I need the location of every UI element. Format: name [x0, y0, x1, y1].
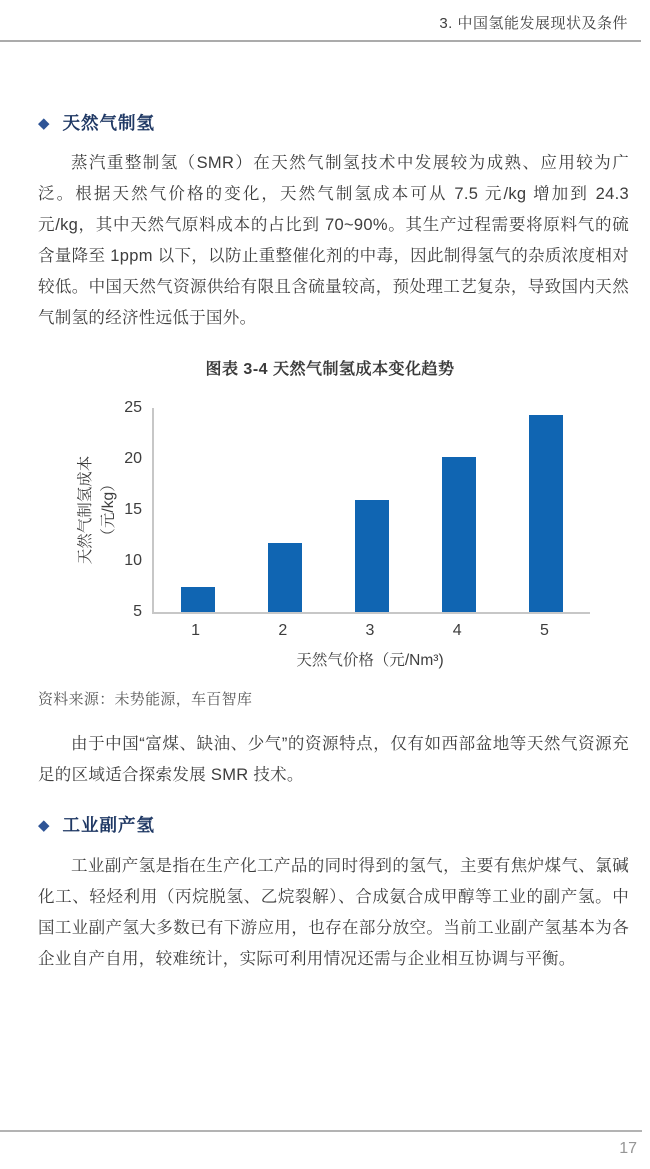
y-tick-label: 15	[124, 501, 142, 518]
bar-category-4	[442, 457, 476, 612]
plot-area	[124, 399, 590, 620]
bar-category-1	[181, 587, 215, 613]
page-number: 17	[619, 1140, 637, 1157]
bar-slot	[241, 408, 328, 612]
cost-trend-bar-chart	[0, 390, 650, 680]
footer-divider	[0, 1130, 642, 1132]
x-tick-label: 5	[539, 622, 549, 639]
bar-slot	[154, 408, 241, 612]
chart-title: 图表 3-4 天然气制氢成本变化趋势	[205, 361, 455, 378]
y-axis-title: 天然气制氢成本 （元/kg）	[77, 455, 117, 565]
header-divider	[0, 40, 641, 42]
paragraph-resource-endowment: 由于中国“富煤、缺油、少气”的资源特点，仅有如西部盆地等天然气资源充足的区域适合探索发展 SMR 技术。	[38, 735, 629, 784]
x-tick-label: 4	[452, 622, 462, 639]
section-title: 工业副产氢	[62, 815, 156, 835]
running-header: 3. 中国氢能发展现状及条件	[439, 15, 628, 32]
section-title: 天然气制氢	[62, 113, 156, 133]
section-heading-industrial-byproduct-hydrogen	[38, 812, 155, 837]
paragraph-smr-overview: 蒸汽重整制氢（SMR）在天然气制氢技术中发展较为成熟、应用较为广泛。根据天然气价格的变化，天然气制氢成本可从 7.5 元/kg 增加到 24.3 元/kg，其中天然气原料成本的占比到 70~90%。其生产过程需要将原料气的硫含量降至 1ppm 以下，以防止重整催化剂的中毒，因此制得氢气的杂质浓度相对较低。中国天然气资源供给有限且含硫量较高，预处理工艺复杂，导致国内天然气制氢的经济性远低于国外。	[38, 154, 629, 327]
paragraph-byproduct-hydrogen: 工业副产氢是指在生产化工产品的同时得到的氢气，主要有焦炉煤气、氯碱化工、轻烃利用（丙烷脱氢、乙烷裂解）、合成氨合成甲醇等工业的副产氢。中国工业副产氢大多数已有下游应用，也存在部分放空。当前工业副产氢基本为各企业自产自用，较难统计，实际可利用情况还需与企业相互协调与平衡。	[38, 857, 629, 968]
bar-slot	[328, 408, 415, 612]
x-tick-label: 1	[191, 622, 201, 639]
bar-slot	[503, 408, 590, 612]
diamond-bullet-icon: ◆	[38, 816, 51, 834]
bar-category-3	[355, 500, 389, 612]
x-axis-title: 天然气价格（元/Nm³)	[296, 652, 444, 669]
y-tick-label: 25	[124, 399, 142, 416]
bar-slot	[416, 408, 503, 612]
bars-group	[154, 408, 590, 612]
y-tick-label: 5	[133, 603, 142, 620]
bar-category-2	[268, 543, 302, 612]
x-tick-label: 2	[278, 622, 288, 639]
source-note: 资料来源：未势能源，车百智库	[38, 691, 253, 708]
y-tick-label: 10	[124, 552, 142, 569]
y-tick-label: 20	[124, 450, 142, 467]
diamond-bullet-icon: ◆	[38, 114, 51, 132]
x-axis-tick-labels	[152, 622, 588, 640]
bar-category-5	[529, 415, 563, 612]
section-heading-natural-gas-hydrogen	[38, 110, 155, 135]
x-tick-label: 3	[365, 622, 375, 639]
